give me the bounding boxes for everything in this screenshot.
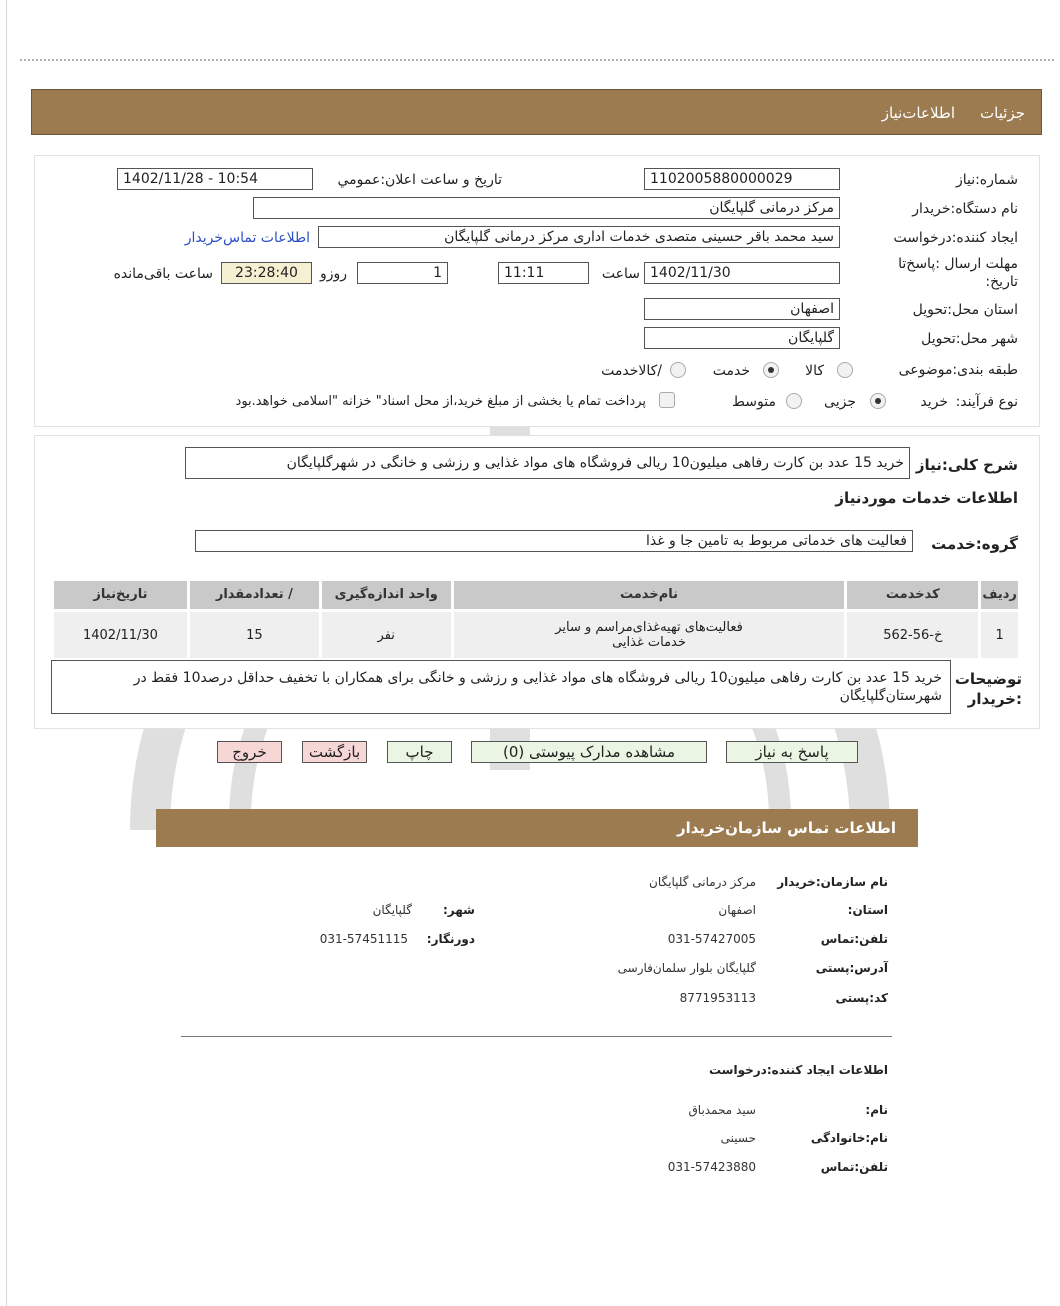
city-field: گلپایگان: [644, 327, 840, 349]
deadline-date-field: 1402/11/30: [644, 262, 840, 284]
category-goods-service-label: /کالاخدمت: [601, 363, 662, 379]
cell-service-name-line2: خدمات غذایی: [612, 635, 686, 650]
summary-label: شرح کلی:نیاز: [915, 456, 1018, 474]
deadline-time-label: ساعت: [601, 266, 640, 282]
category-goods-radio[interactable]: [837, 362, 853, 378]
process-label: نوع فرآیند:: [955, 394, 1018, 410]
cell-service-name-line1: فعالیت‌های تهیه‌غذای‌مراسم و سایر: [555, 620, 743, 635]
exit-button[interactable]: خروج: [217, 741, 282, 763]
table-header-row: [54, 581, 1018, 609]
summary-field: خرید 15 عدد بن کارت رفاهی میلیون10 ریالی فروشگاه های مواد غذایی و رزشی و خانگی در شهرگلپایگان: [185, 447, 910, 479]
deadline-label: مهلت ارسال :پاسخ‌تا: [898, 256, 1018, 272]
buyer-desc-label-2: :خریدار: [967, 690, 1022, 708]
col-header-code: کدخدمت: [847, 581, 978, 609]
process-medium-label: متوسط: [732, 394, 776, 410]
contact-postal-value: 8771953113: [679, 991, 756, 1005]
contact-fax-value: 031-57451115: [319, 932, 408, 946]
buyer-contact-header: [156, 809, 918, 847]
category-label: طبقه بندی:موضوعی: [898, 362, 1018, 378]
tab-details[interactable]: جزئیات: [980, 104, 1025, 122]
cell-unit: نفر: [322, 612, 451, 658]
province-field: اصفهان: [644, 298, 840, 320]
buyer-desc-line2: شهرستان‌گلپایگان: [839, 688, 942, 704]
creator-phone-label: تلفن:تماس: [820, 1160, 888, 1174]
creator-family-value: حسینی: [720, 1131, 756, 1145]
buyer-contact-heading: اطلاعات تماس سازمان‌خریدار: [676, 819, 896, 837]
tab-need-info[interactable]: اطلاعات‌نیاز: [881, 104, 955, 122]
cell-service-code: خ-56-562: [847, 612, 978, 658]
cell-need-date: 1402/11/30: [54, 612, 187, 658]
services-table: [51, 578, 1021, 661]
top-divider: [20, 59, 1054, 61]
cell-quantity: 15: [190, 612, 319, 658]
cell-service-name: [454, 612, 845, 658]
page-header-bar: [31, 89, 1042, 135]
creator-label: ایجاد کننده:درخواست: [893, 230, 1018, 246]
contact-separator: [181, 1036, 892, 1037]
contact-fax-label: دورنگار:: [426, 932, 475, 946]
contact-phone-label: تلفن:تماس: [820, 932, 888, 946]
col-header-row: ردیف: [981, 581, 1018, 609]
buyer-contact-link[interactable]: اطلاعات تماس‌خریدار: [184, 230, 310, 246]
view-attachments-button[interactable]: مشاهده مدارک پیوستی (0): [471, 741, 707, 763]
contact-city-value: گلپایگان: [372, 903, 412, 917]
buyer-desc-field: [51, 660, 951, 714]
process-medium-radio[interactable]: [786, 393, 802, 409]
creator-info-heading: اطلاعات ایجاد کننده:درخواست: [708, 1063, 888, 1077]
buyer-desc-label: توضیحات: [954, 670, 1022, 688]
col-header-name: نام‌خدمت: [454, 581, 845, 609]
treasury-payment-checkbox[interactable]: [659, 392, 675, 408]
contact-postal-label: کد:پستی: [835, 991, 888, 1005]
days-field: 1: [357, 262, 448, 284]
city-label: شهر محل:تحویل: [921, 331, 1018, 347]
category-goods-service-radio[interactable]: [670, 362, 686, 378]
contact-org-label: نام سازمان:خریدار: [777, 875, 888, 889]
creator-name-value: سید محمدباق: [688, 1103, 756, 1117]
service-group-label: گروه:خدمت: [931, 535, 1018, 553]
process-partial-label: جزیی: [824, 394, 856, 410]
creator-name-label: نام:: [865, 1103, 888, 1117]
days-label: روزو: [319, 266, 347, 282]
contact-org-value: مرکز درمانی گلپایگان: [649, 875, 756, 889]
category-goods-label: کالا: [805, 363, 824, 379]
contact-city-label: شهر:: [443, 903, 475, 917]
category-service-radio[interactable]: [763, 362, 779, 378]
deadline-label-date: تاریخ:: [985, 274, 1018, 290]
col-header-date: تاریخ‌نیاز: [54, 581, 187, 609]
reply-button[interactable]: پاسخ به نیاز: [726, 741, 858, 763]
remaining-label: ساعت باقی‌مانده: [113, 266, 213, 282]
table-row: [54, 612, 1018, 658]
process-buy-label: خرید: [920, 394, 948, 410]
announce-label: تاریخ و ساعت اعلان:عمومي: [337, 172, 502, 188]
col-header-qty: / تعدادمقدار: [190, 581, 319, 609]
treasury-payment-label: پرداخت تمام یا بخشی از مبلغ خرید،از محل اسناد" خزانه "اسلامی خواهد.بود: [235, 394, 646, 409]
province-label: استان محل:تحویل: [912, 302, 1018, 318]
print-button[interactable]: چاپ: [387, 741, 452, 763]
buyer-desc-line1: خرید 15 عدد بن کارت رفاهی میلیون10 ریالی فروشگاه های مواد غذایی و رزشی و خانگی برای همکاران با تخفیف حداقل درصد10 فقط در: [133, 670, 942, 686]
contact-province-value: اصفهان: [718, 903, 756, 917]
page-frame-edge: [6, 0, 7, 1306]
services-heading: اطلاعات خدمات موردنیاز: [835, 489, 1018, 507]
need-number-label: شماره:نیاز: [955, 172, 1018, 188]
contact-province-label: استان:: [847, 903, 888, 917]
creator-phone-value: 031-57423880: [667, 1160, 756, 1174]
deadline-time-field: 11:11: [498, 262, 589, 284]
contact-address-label: آدرس:پستی: [815, 961, 888, 975]
service-group-field: فعالیت های خدماتی مربوط به تامین جا و غذا: [195, 530, 913, 552]
contact-address-value: گلپایگان بلوار سلمان‌فارسی: [617, 961, 756, 975]
announce-datetime-field: 1402/11/28 - 10:54: [117, 168, 313, 190]
creator-family-label: نام:خانوادگی: [810, 1131, 888, 1145]
buyer-org-field: مرکز درمانی گلپایگان: [253, 197, 840, 219]
remaining-time-field: 23:28:40: [221, 262, 312, 284]
need-number-field: 1102005880000029: [644, 168, 840, 190]
category-service-label: خدمت: [712, 363, 750, 379]
contact-phone-value: 031-57427005: [667, 932, 756, 946]
creator-field: سید محمد باقر حسینی متصدی خدمات اداری مرکز درمانی گلپایگان: [318, 226, 840, 248]
cell-row-number: 1: [981, 612, 1018, 658]
process-partial-radio[interactable]: [870, 393, 886, 409]
col-header-unit: واحد اندازه‌گیری: [322, 581, 451, 609]
buyer-org-label: نام دستگاه:خریدار: [912, 201, 1018, 217]
back-button[interactable]: بازگشت: [302, 741, 367, 763]
need-info-panel: [34, 155, 1040, 427]
